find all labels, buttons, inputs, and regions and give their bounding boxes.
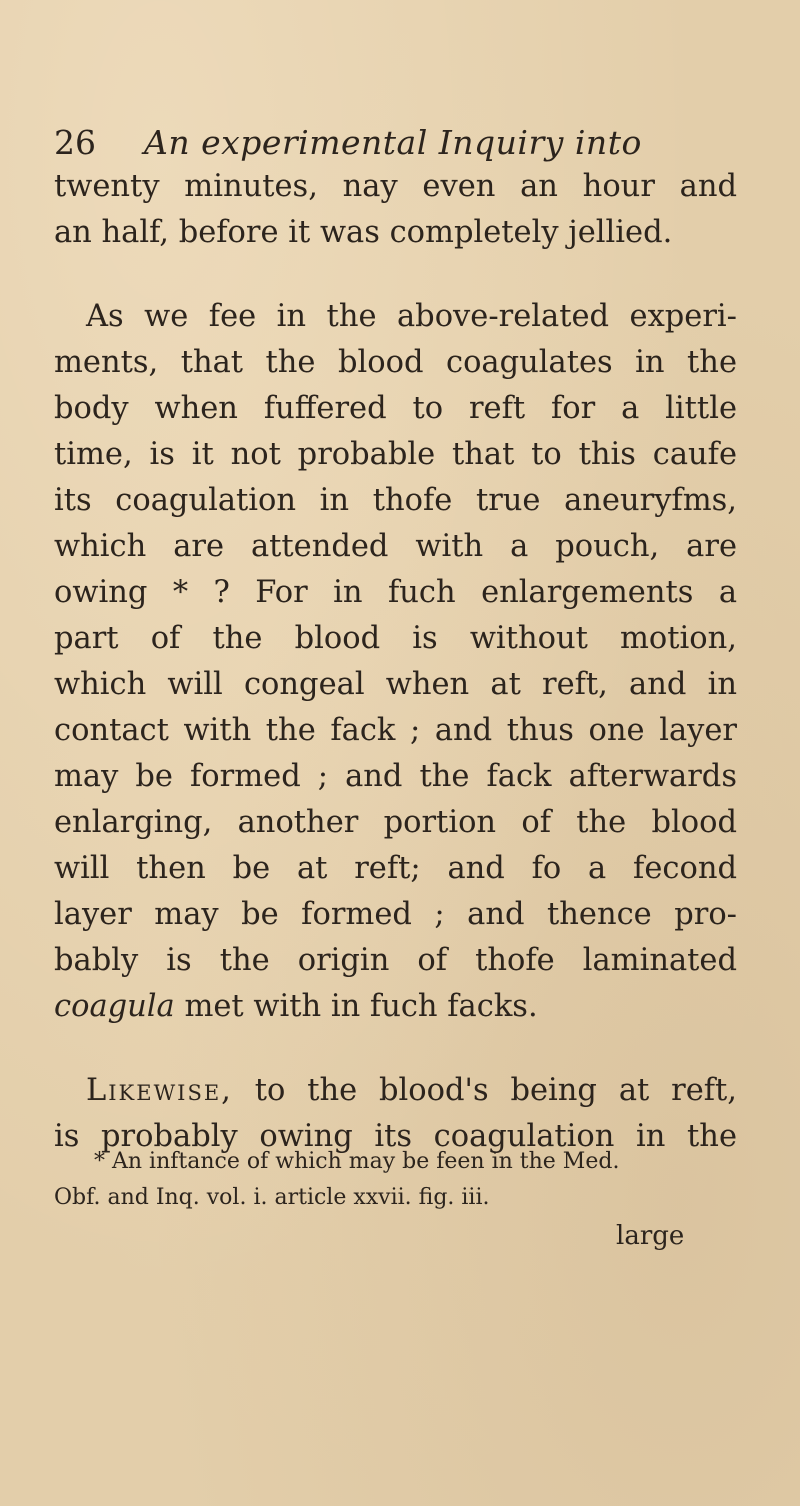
catchword: large <box>616 1221 685 1251</box>
text-line: time, is it not probable that to this caufe <box>54 437 737 472</box>
text-line: owing * ? For in fuch enlargements a <box>54 575 737 610</box>
text-line: may be formed ; and the fack afterwards <box>54 759 737 794</box>
text-line: an half, before it was completely jellied. <box>54 215 673 250</box>
paragraph-gap <box>54 256 737 294</box>
paragraph-first-word: As <box>86 299 124 334</box>
text-line: contact with the fack ; and thus one layer <box>54 713 737 748</box>
text-line: enlarging, another portion of the blood <box>54 805 737 840</box>
text-line: body when fuffered to reft for a little <box>54 391 737 426</box>
text-line: which will congeal when at reft, and in <box>54 667 737 702</box>
running-head <box>54 118 754 168</box>
text-line: bably is the origin of thofe laminated <box>54 943 737 978</box>
paragraph-first-word: Likewise, <box>86 1073 233 1108</box>
footnote-line: Obf. and Inq. vol. i. article xxvii. fig. iii. <box>54 1185 490 1210</box>
italic-term: coagula <box>54 989 175 1024</box>
text-line: which are attended with a pouch, are <box>54 529 737 564</box>
text-line: will then be at reft; and fo a fecond <box>54 851 737 886</box>
text-line: is probably owing its coagulation in the <box>54 1119 737 1154</box>
text-fragment: met with in fuch facks. <box>184 989 538 1024</box>
text-line: layer may be formed ; and thence pro- <box>54 897 737 932</box>
text-line: ments, that the blood coagulates in the <box>54 345 737 380</box>
text-line: its coagulation in thofe true aneuryfms, <box>54 483 737 518</box>
text-fragment: to the blood's being at reft, <box>254 1073 737 1108</box>
paragraph-closing-line <box>54 984 737 1030</box>
page-header-title: An experimental Inquiry into <box>144 123 642 162</box>
text-fragment: we fee in the above-related experi- <box>144 299 737 334</box>
paragraph-opening-line <box>54 1068 737 1114</box>
page-number: 26 <box>54 123 96 162</box>
paragraph-gap <box>54 1030 737 1068</box>
paragraph-opening-line <box>54 294 737 340</box>
text-line: twenty minutes, nay even an hour and <box>54 169 737 204</box>
text-line: part of the blood is without motion, <box>54 621 737 656</box>
body-text <box>54 164 737 1160</box>
footnote <box>54 1144 744 1216</box>
footnote-line: * An inftance of which may be feen in the Med. <box>94 1149 620 1174</box>
